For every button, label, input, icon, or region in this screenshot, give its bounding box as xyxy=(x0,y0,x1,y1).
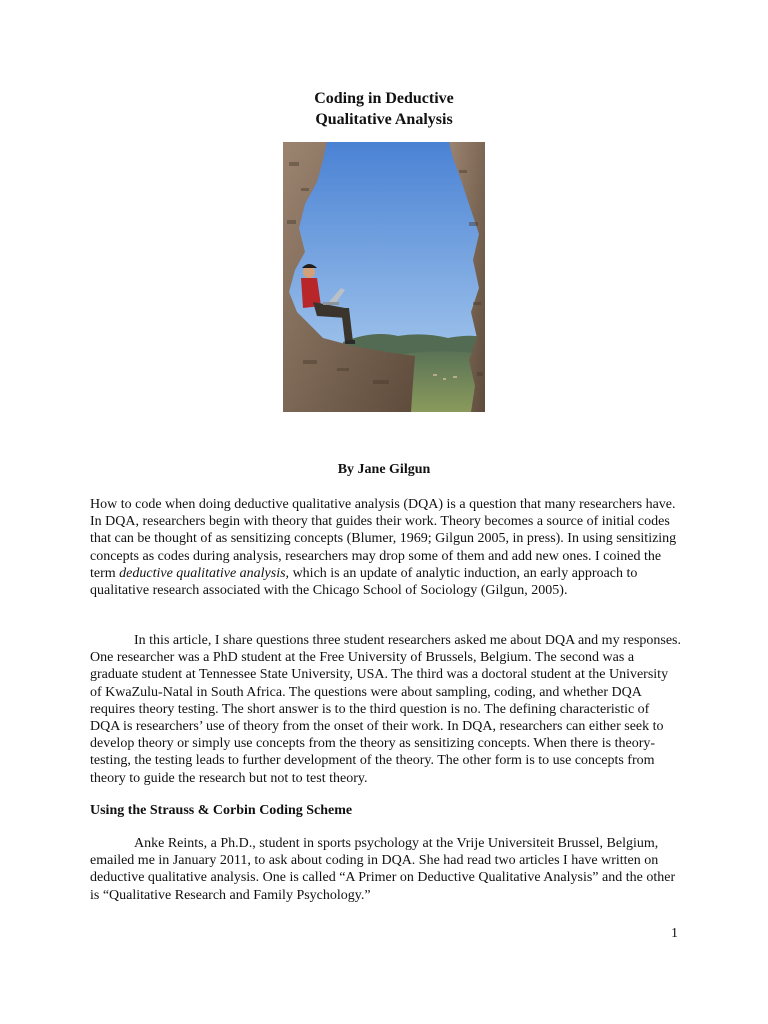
title-line-1: Coding in Deductive xyxy=(314,90,454,107)
section-heading: Using the Strauss & Corbin Coding Scheme xyxy=(90,803,353,818)
paragraph-strauss-corbin xyxy=(90,835,682,904)
cover-photo xyxy=(283,142,485,412)
paragraph-article-overview xyxy=(90,632,682,787)
document-title xyxy=(0,88,768,130)
page-number: 1 xyxy=(671,926,678,941)
title-line-2: Qualitative Analysis xyxy=(315,111,453,128)
paragraph-article-overview-text: In this article, I share questions three student researchers asked me about DQA and my responses. One researcher was a PhD student at the Free University of Brussels, Belgium. The second was a graduate student at Tennessee State University, USA. The third was a doctoral student at the University of KwaZulu-Natal in South Africa. The questions were about sampling, coding, and whether DQA requires theory testing. The short answer is to the third question is no. The defining characteristic of DQA is researchers’ use of theory from the onset of their work. In DQA, researchers can either seek to develop theory or simply use concepts from the theory as sensitizing concepts. When there is theory-testing, the testing leads to further development of the theory. The other form is to use concepts from theory to guide the research but not to test theory. xyxy=(90,633,682,786)
paragraph-intro-text-end: which is an update of analytic induction, an early approach to qualitative research associated with the Chicago School of Sociology (Gilgun, 2005). xyxy=(90,565,638,599)
byline: By Jane Gilgun xyxy=(337,462,431,477)
paragraph-intro xyxy=(90,496,682,599)
paragraph-strauss-corbin-text: Anke Reints, a Ph.D., student in sports psychology at the Vrije Universiteit Brussel, Belgium, emailed me in January 2011, to ask about coding in DQA. She had read two articles I have written on deductive qualitative analysis. One is called “A Primer on Deductive Qualitative Analysis” and the other is “Qualitative Research and Family Psychology.” xyxy=(90,836,676,903)
paragraph-intro-italic: deductive qualitative analysis, xyxy=(119,565,290,581)
paragraph-intro-text: How to code when doing deductive qualitative analysis (DQA) is a question that many researchers have. In DQA, researchers begin with theory that guides their work. Theory becomes a source of initial codes that can be thought of as sensitizing concepts (Blumer, 1969; Gilgun 2005, in press). In using sensitizing concepts as codes during analysis, researchers may drop some of them and add new ones. I coined the term xyxy=(90,497,677,581)
